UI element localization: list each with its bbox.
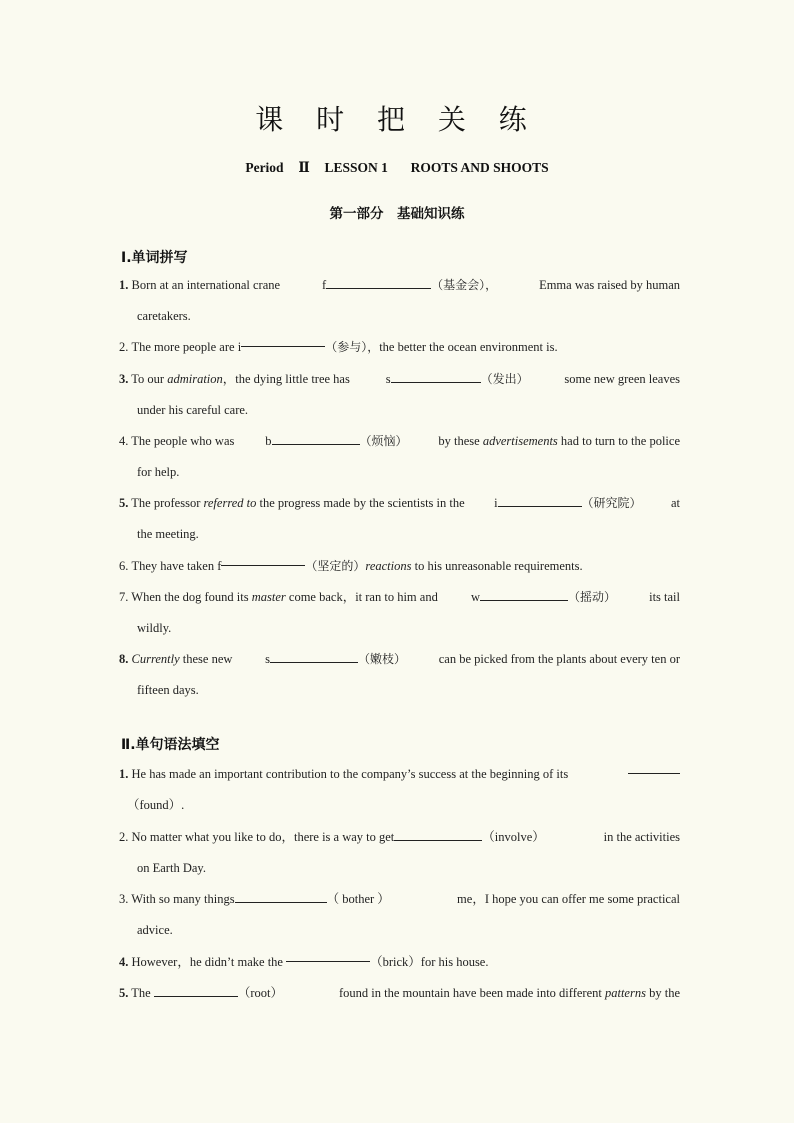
item-text-continued: on Earth Day. [137,861,206,875]
item-number: 4. [119,434,129,448]
answer-blank[interactable] [326,274,431,289]
item-number: 5. [119,986,129,1000]
part-heading: 第一部分 基础知识练 [329,206,465,222]
item-text: He has made an important contribution to the company’s success at the beginning of its [131,767,569,781]
item-text-continued: （found）. [127,798,185,812]
hint-letter: w [470,590,480,604]
answer-blank[interactable] [394,826,482,841]
hint-letter: i [494,496,498,510]
item-emphasis: admiration [167,372,223,386]
lesson-subtitle [0,160,794,176]
period-label: Period [245,160,284,175]
item-text: at [670,496,680,510]
item-number: 3. [119,372,129,386]
hint-letter: f [217,559,222,573]
item-text-continued: the meeting. [137,527,199,541]
hint-letter: b [265,434,272,448]
item-text: the better the ocean environment is. [379,340,558,354]
chinese-hint: （坚定的） [305,559,366,573]
item-text: With so many things [131,892,235,906]
chinese-hint: （基金会）， [431,278,498,292]
item-text: Emma was raised by human [539,278,680,292]
period-number: Ⅱ [298,160,310,175]
item-text-continued: advice. [137,923,173,937]
chinese-hint: （嫩枝） [358,652,407,666]
item-text: for his house. [420,955,489,969]
item-emphasis: master [251,590,286,604]
word-hint: （root） [237,986,283,1000]
chinese-hint: （烦恼） [359,434,408,448]
answer-blank[interactable] [628,759,680,774]
chinese-hint: （参与）， [325,340,380,354]
item-text: Born at an international crane [131,278,281,292]
grammar-item-1 [119,759,680,821]
hint-letter: s [385,372,391,386]
hint-letter: i [237,340,242,354]
item-text: its tail [649,590,680,604]
grammar-item-5 [119,978,680,1009]
item-text: had to turn to the police [560,434,680,448]
item-text: in the activities [603,830,680,844]
item-number: 2. [119,340,129,354]
answer-blank[interactable] [270,648,358,663]
answer-blank[interactable] [272,430,360,445]
item-text-continued: under his careful care. [137,403,249,417]
item-text: these new [182,652,233,666]
grammar-item-2 [119,822,680,884]
item-number: 3. [119,892,129,906]
item-text-continued: fifteen days. [137,683,199,697]
item-emphasis: advertisements [482,434,558,448]
word-hint: （involve） [482,830,545,844]
item-text-continued: caretakers. [137,309,191,323]
item-text: They have taken [131,559,215,573]
item-number: 5. [119,496,129,510]
item-text: The professor [131,496,201,510]
word-hint: （ bother ） [326,892,390,906]
item-text: come back，it ran to him and [288,590,438,604]
section-heading-grammar: Ⅱ.单句语法填空 [121,737,220,753]
grammar-item-4 [119,947,680,978]
spelling-item-6 [119,551,680,582]
item-text: However，he didn’t make the [131,955,283,969]
item-text: the progress made by the scientists in the [259,496,465,510]
hint-letter: f [321,278,327,292]
lesson-label: LESSON 1 [324,160,388,175]
word-hint: （brick） [370,955,421,969]
item-number: 1. [119,767,129,781]
hint-letter: s [265,652,271,666]
item-text: found in the mountain have been made into different [338,986,602,1000]
spelling-item-1 [119,270,680,332]
answer-blank[interactable] [221,551,305,566]
item-number: 2. [119,830,129,844]
item-text-continued: wildly. [137,621,172,635]
answer-blank[interactable] [241,332,325,347]
item-text: by these [438,434,480,448]
item-text: The people who was [131,434,235,448]
item-text: To our [131,372,165,386]
item-number: 8. [119,652,129,666]
item-text: can be picked from the plants about every ten or [438,652,680,666]
answer-blank[interactable] [154,982,238,997]
item-number: 4. [119,955,129,969]
spelling-item-8 [119,644,680,706]
item-number: 6. [119,559,129,573]
page-title: 课 时 把 关 练 [255,103,539,136]
item-text: When the dog found its [131,590,249,604]
answer-blank[interactable] [498,492,582,507]
chinese-hint: （研究院） [581,496,642,510]
answer-blank[interactable] [286,947,370,962]
spelling-item-7 [119,582,680,644]
item-text: to his unreasonable requirements. [414,559,583,573]
spelling-item-2 [119,332,680,363]
item-emphasis: patterns [604,986,646,1000]
item-emphasis: referred to [203,496,257,510]
item-text: some new green leaves [564,372,680,386]
section-heading-spelling: Ⅰ.单词拼写 [121,250,188,266]
item-text-continued: for help. [137,465,180,479]
lesson-topic: ROOTS AND SHOOTS [410,160,549,175]
item-text: by the [649,986,680,1000]
item-emphasis: Currently [131,652,180,666]
answer-blank[interactable] [235,888,327,903]
item-text: me，I hope you can offer me some practical [457,892,680,906]
spelling-item-4 [119,426,680,488]
item-text: No matter what you like to do，there is a way to get [131,830,395,844]
item-number: 7. [119,590,129,604]
item-emphasis: reactions [365,559,412,573]
grammar-item-3 [119,884,680,946]
answer-blank[interactable] [391,368,481,383]
chinese-hint: （摇动） [567,590,616,604]
answer-blank[interactable] [480,586,568,601]
spelling-item-3 [119,364,680,426]
item-text: ，the dying little tree has [222,372,350,386]
chinese-hint: （发出） [480,372,529,386]
item-text: The more people are [131,340,235,354]
item-text: The [131,986,151,1000]
item-number: 1. [119,278,129,292]
spelling-item-5 [119,488,680,550]
